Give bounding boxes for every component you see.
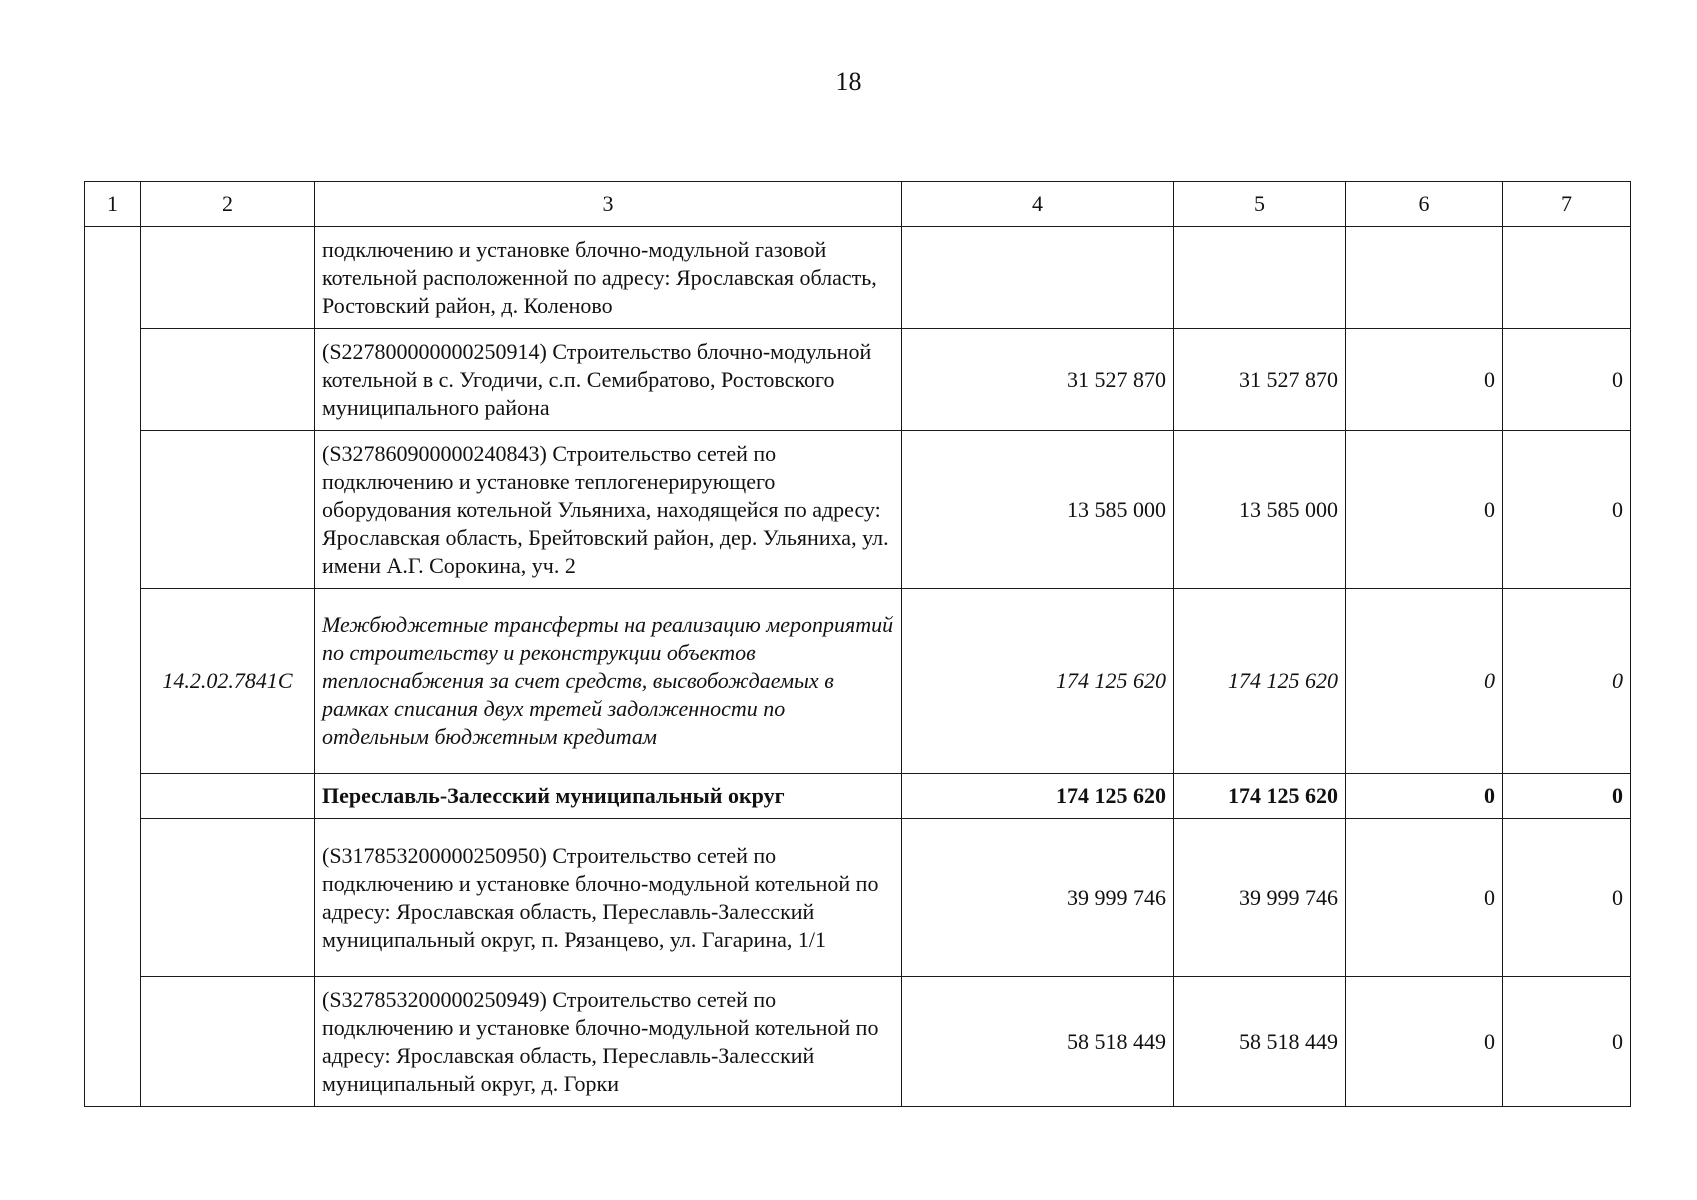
row-col6: 0 [1346, 977, 1503, 1107]
row-col5: 31 527 870 [1174, 329, 1346, 431]
row-col5: 174 125 620 [1174, 774, 1346, 819]
row-col4: 13 585 000 [902, 431, 1174, 589]
row-col4: 174 125 620 [902, 774, 1174, 819]
page-number: 18 [835, 67, 862, 96]
table-row [85, 431, 1631, 589]
header-col-5: 5 [1174, 182, 1346, 227]
table-row [85, 227, 1631, 329]
col1-merged-cell [85, 227, 141, 1107]
row-code [141, 977, 315, 1107]
row-col5 [1174, 227, 1346, 329]
table-row [85, 589, 1631, 774]
row-col7: 0 [1503, 589, 1631, 774]
row-description: (S327853200000250949) Строительство сетей по подключению и установке блочно-модульной котельной по адресу: Ярославская область, Переславль-Залесский муниципальный округ, д. Горки [315, 977, 902, 1107]
header-col-6: 6 [1346, 182, 1503, 227]
row-col4: 174 125 620 [902, 589, 1174, 774]
row-col7: 0 [1503, 977, 1631, 1107]
table-row [85, 774, 1631, 819]
row-code [141, 819, 315, 977]
row-col6: 0 [1346, 329, 1503, 431]
row-col4 [902, 227, 1174, 329]
row-col5: 39 999 746 [1174, 819, 1346, 977]
row-col6: 0 [1346, 431, 1503, 589]
row-col5: 174 125 620 [1174, 589, 1346, 774]
row-col5: 58 518 449 [1174, 977, 1346, 1107]
row-description: (S327860900000240843) Строительство сетей по подключению и установке теплогенерирующего оборудования котельной Ульяниха, находящейся по адресу: Ярославская область, Брейтовский район, дер. Ульяниха, ул. имени А.Г. Сорокина, уч. 2 [315, 431, 902, 589]
row-code [141, 774, 315, 819]
row-col6: 0 [1346, 774, 1503, 819]
row-col6 [1346, 227, 1503, 329]
row-col6: 0 [1346, 819, 1503, 977]
row-description: (S227800000000250914) Строительство блочно-модульной котельной в с. Угодичи, с.п. Семибратово, Ростовского муниципального района [315, 329, 902, 431]
row-col7: 0 [1503, 329, 1631, 431]
header-col-3: 3 [315, 182, 902, 227]
row-col7: 0 [1503, 774, 1631, 819]
row-col5: 13 585 000 [1174, 431, 1346, 589]
row-description: Переславль-Залесский муниципальный округ [315, 774, 902, 819]
row-description: подключению и установке блочно-модульной газовой котельной расположенной по адресу: Ярославская область, Ростовский район, д. Коленово [315, 227, 902, 329]
row-col7: 0 [1503, 431, 1631, 589]
row-col7: 0 [1503, 819, 1631, 977]
header-col-2: 2 [141, 182, 315, 227]
budget-table [84, 181, 1631, 1107]
row-code [141, 227, 315, 329]
row-description: Межбюджетные трансферты на реализацию мероприятий по строительству и реконструкции объектов теплоснабжения за счет средств, высвобождаемых в рамках списания двух третей задолженности по отдельным бюджетным кредитам [315, 589, 902, 774]
row-col7 [1503, 227, 1631, 329]
row-col4: 39 999 746 [902, 819, 1174, 977]
header-row [85, 182, 1631, 227]
header-col-1: 1 [85, 182, 141, 227]
row-col4: 58 518 449 [902, 977, 1174, 1107]
table-row [85, 977, 1631, 1107]
table-row [85, 819, 1631, 977]
header-col-7: 7 [1503, 182, 1631, 227]
row-code [141, 329, 315, 431]
table-row [85, 329, 1631, 431]
row-code: 14.2.02.7841C [141, 589, 315, 774]
row-code [141, 431, 315, 589]
row-description: (S317853200000250950) Строительство сетей по подключению и установке блочно-модульной котельной по адресу: Ярославская область, Переславль-Залесский муниципальный округ, п. Рязанцево, ул. Гагарина, 1/1 [315, 819, 902, 977]
row-col4: 31 527 870 [902, 329, 1174, 431]
row-col6: 0 [1346, 589, 1503, 774]
header-col-4: 4 [902, 182, 1174, 227]
